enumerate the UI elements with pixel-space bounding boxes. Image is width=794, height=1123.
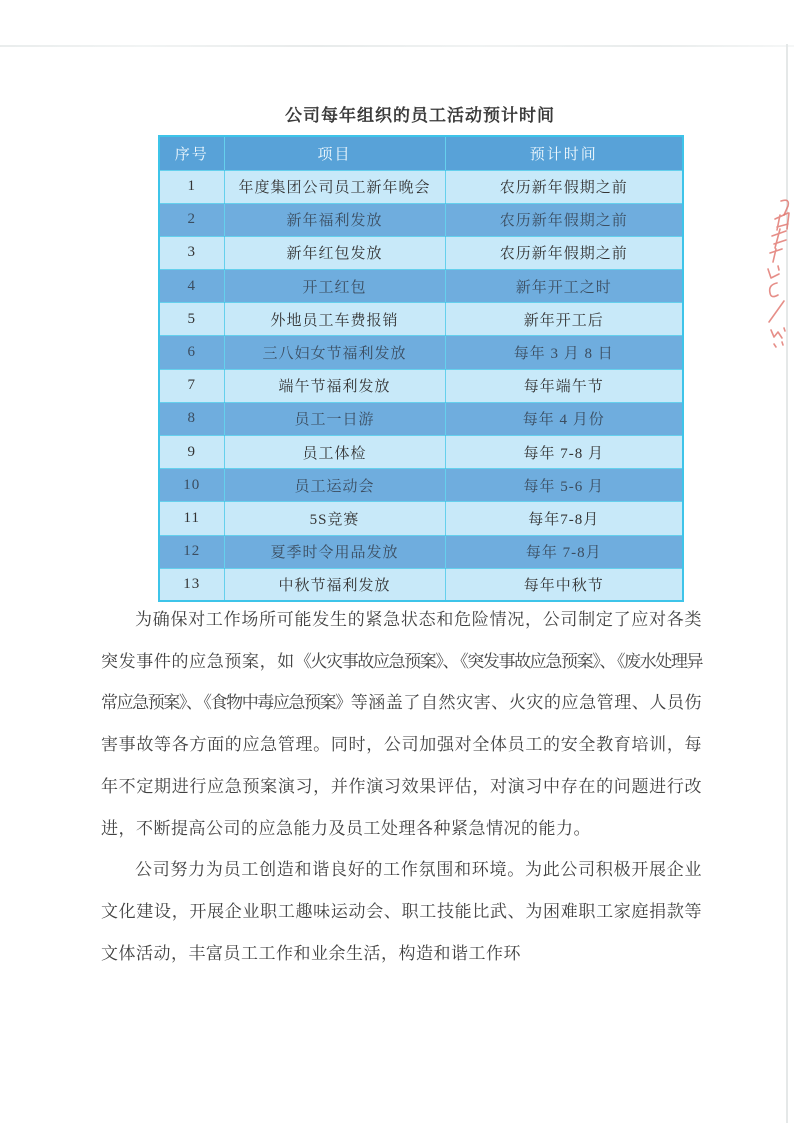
cell-time: 农历新年假期之前	[445, 203, 683, 236]
cell-index: 8	[159, 402, 224, 435]
cell-time: 每年 3 月 8 日	[445, 336, 683, 369]
table-header-row	[159, 136, 683, 170]
cell-item: 员工体检	[224, 436, 445, 469]
table-row	[159, 469, 683, 502]
paragraph-emergency-plans: 为确保对工作场所可能发生的紧急状态和危险情况，公司制定了应对各类突发事件的应急预案，如《火灾事故应急预案》、《突发事故应急预案》、《废水处理异常应急预案》、《食物中毒应急预案》等涵盖了自然灾害、火灾的应急管理、人员伤害事故等各方面的应急管理。同时，公司加强对全体员工的安全教育培训，每年不定期进行应急预案演习，并作演习效果评估，对演习中存在的问题进行改进，不断提高公司的应急能力及员工处理各种紧急情况的能力。	[101, 610, 703, 838]
cell-index: 6	[159, 336, 224, 369]
cell-time: 每年7-8月	[445, 502, 683, 535]
cell-index: 2	[159, 203, 224, 236]
header-cell-item: 项目	[224, 136, 445, 170]
cell-item: 员工一日游	[224, 402, 445, 435]
cell-index: 7	[159, 369, 224, 402]
cell-index: 4	[159, 270, 224, 303]
table-row	[159, 436, 683, 469]
cell-item: 中秋节福利发放	[224, 568, 445, 601]
cell-time: 每年端午节	[445, 369, 683, 402]
cell-item: 新年红包发放	[224, 236, 445, 269]
activities-schedule-table	[158, 135, 684, 602]
cell-time: 每年 7-8 月	[445, 436, 683, 469]
cell-time: 每年 7-8月	[445, 535, 683, 568]
cell-time: 新年开工后	[445, 303, 683, 336]
paragraph-corporate-culture: 公司努力为员工创造和谐良好的工作氛围和环境。为此公司积极开展企业文化建设，开展企业职工趣味运动会、职工技能比武、为困难职工家庭捐款等文体活动，丰富员工工作和业余生活，构造和谐工作环	[101, 860, 702, 963]
cell-time: 农历新年假期之前	[445, 236, 683, 269]
cell-index: 12	[159, 535, 224, 568]
cell-time: 新年开工之时	[445, 270, 683, 303]
cell-index: 11	[159, 502, 224, 535]
table-row	[159, 336, 683, 369]
document-title: 公司每年组织的员工活动预计时间	[285, 106, 555, 125]
cell-item: 端午节福利发放	[224, 369, 445, 402]
scan-artifact-right-line	[786, 44, 788, 1123]
table-row	[159, 502, 683, 535]
cell-index: 10	[159, 469, 224, 502]
cell-index: 3	[159, 236, 224, 269]
table-row	[159, 270, 683, 303]
table-row	[159, 369, 683, 402]
table-row	[159, 402, 683, 435]
header-cell-index: 序号	[159, 136, 224, 170]
cell-index: 1	[159, 170, 224, 203]
table-row	[159, 303, 683, 336]
cell-item: 三八妇女节福利发放	[224, 336, 445, 369]
cell-item: 开工红包	[224, 270, 445, 303]
table-row	[159, 535, 683, 568]
cell-index: 9	[159, 436, 224, 469]
cell-time: 每年 5-6 月	[445, 469, 683, 502]
scan-artifact-top-line	[0, 45, 794, 47]
cell-item: 5S竞赛	[224, 502, 445, 535]
activities-table-body	[159, 170, 683, 601]
cell-item: 员工运动会	[224, 469, 445, 502]
body-text-block	[101, 599, 702, 974]
table-row	[159, 236, 683, 269]
cell-item: 新年福利发放	[224, 203, 445, 236]
cell-item: 外地员工车费报销	[224, 303, 445, 336]
cell-item: 年度集团公司员工新年晚会	[224, 170, 445, 203]
cell-index: 5	[159, 303, 224, 336]
cell-item: 夏季时令用品发放	[224, 535, 445, 568]
table-row	[159, 203, 683, 236]
cell-index: 13	[159, 568, 224, 601]
cell-time: 每年中秋节	[445, 568, 683, 601]
table-row	[159, 568, 683, 601]
header-cell-time: 预计时间	[445, 136, 683, 170]
cell-time: 每年 4 月份	[445, 402, 683, 435]
table-row	[159, 170, 683, 203]
cell-time: 农历新年假期之前	[445, 170, 683, 203]
